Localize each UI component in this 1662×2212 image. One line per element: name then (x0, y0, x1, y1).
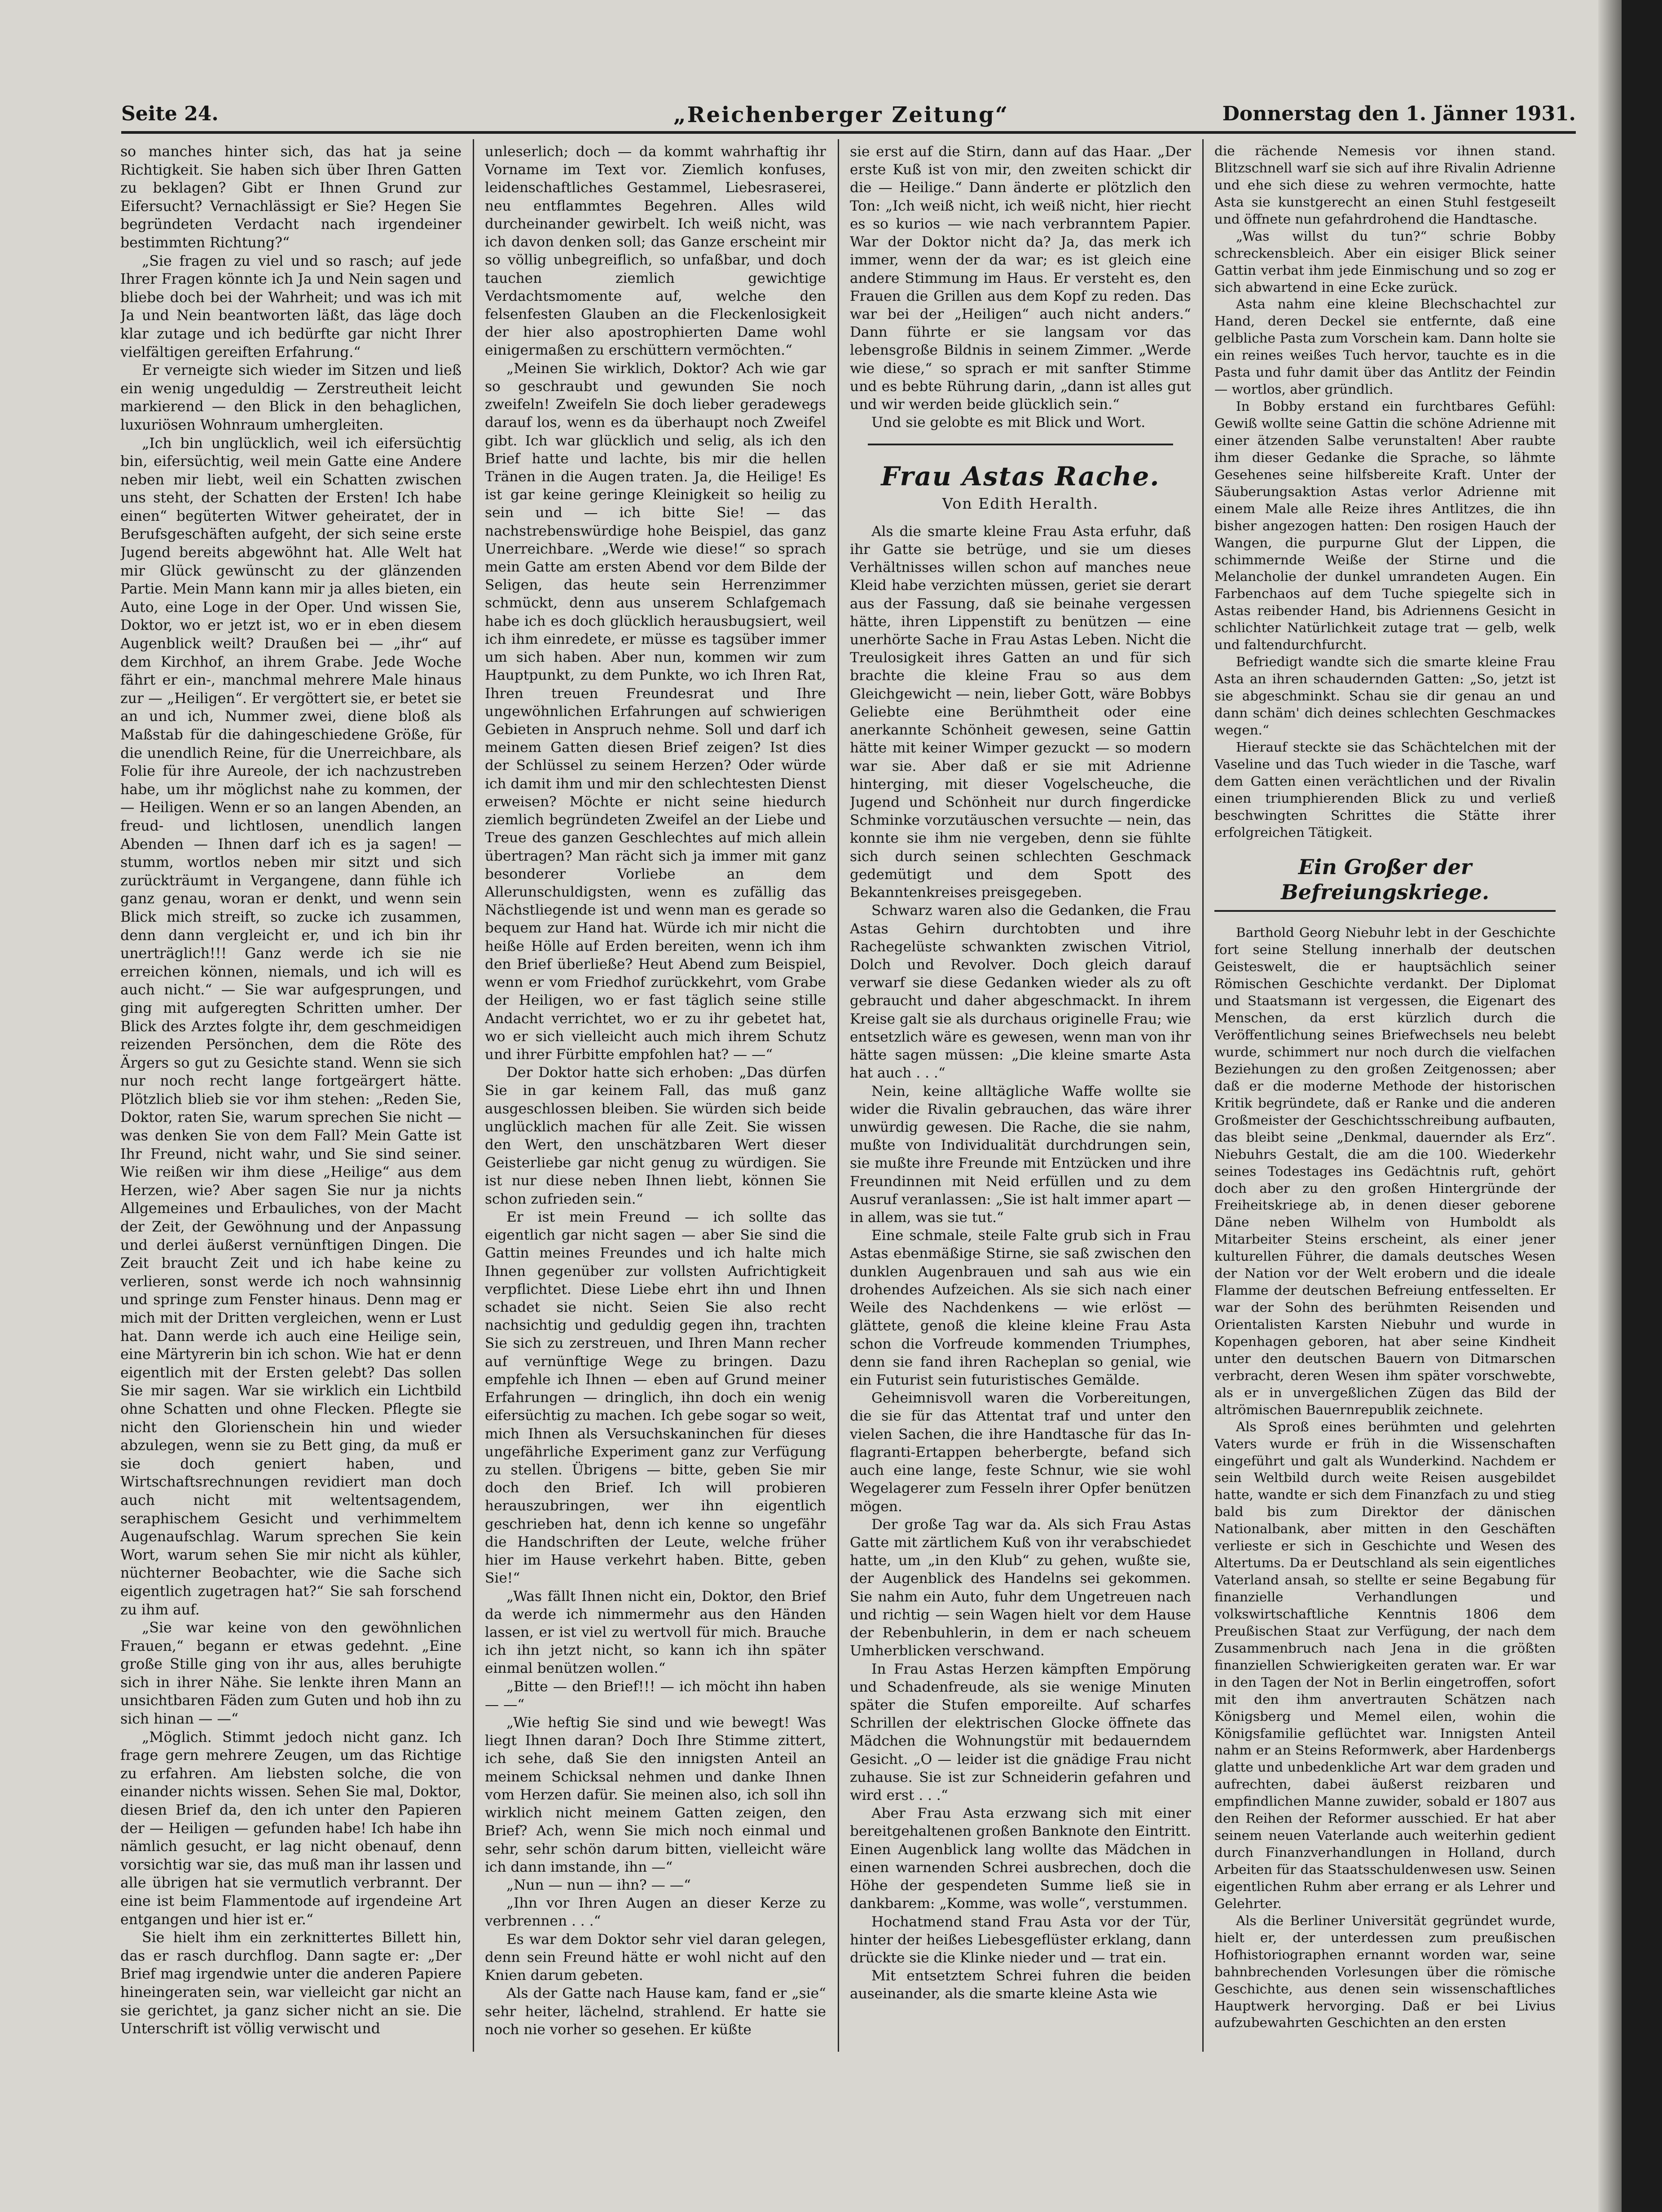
scan-edge-shadow (1598, 0, 1622, 2212)
column-rule (1202, 139, 1204, 2052)
paragraph: Der Doktor hatte sich erhoben: „Das dürfen Sie in gar keinem Fall, das muß ganz ausgeschlossen bleiben. Sie würden sich beide unglücklich machen für alle Zeit. Sie wissen den Wert, den unschätzbaren Wert dieser Geisterliebe gar nicht genug zu würdigen. Sie ist nur diese neben Ihnen liebt, können Sie schon zufrieden sein.“ (485, 1064, 826, 1207)
page-header (121, 102, 1576, 134)
paragraph: so manches hinter sich, das hat ja seine Richtigkeit. Sie haben sich über Ihren Gatten zu beklagen? Gibt er Ihnen Grund zur Eifersucht? Vernachlässigt er Sie? Hegen Sie begründeten Verdacht nach irgendeiner bestimmten Richtung?“ (120, 144, 462, 251)
paragraph: „Wie heftig Sie sind und wie bewegt! Was liegt Ihnen daran? Doch Ihre Stimme zittert, ich sehe, daß Sie den innigsten Anteil an meinem Schicksal nehmen und danke Ihnen vom Herzen dafür. Sie meinen also, ich soll ihn wirklich nicht meinem Gatten zeigen, den Brief? Ach, wenn Sie mich noch einmal und sehr, sehr schön darum bitten, vielleicht wäre ich dann imstande, ihn —“ (485, 1715, 826, 1875)
paragraph: „Was fällt Ihnen nicht ein, Doktor, den Brief da werde ich nimmermehr aus den Händen lassen, er ist viel zu wertvoll für mich. Brauche ich ihn jetzt nicht, so kann ich ihn später einmal benützen wollen.“ (485, 1588, 826, 1677)
paragraph: Als die Berliner Universität gegründet wurde, hielt er, der unterdessen zum preußischen Hofhistoriographen ernannt worden war, seine bahnbrechenden Vorlesungen über die römische Geschichte, aus denen sein wissenschaftliches Hauptwerk hervorging. Daß er bei Livius aufzubewahrten Geschichten an den ersten (1214, 1913, 1556, 2031)
paragraph: Als Sproß eines berühmten und gelehrten Vaters wurde er früh in die Wissenschaften eingeführt und galt als Wunderkind. Nachdem er sein Weltbild durch weite Reisen ausgebildet hatte, wandte er sich dem Finanzfach zu und stieg bald bis zum Direktor der dänischen Nationalbank, aber mitten in den Geschäften verlieste er sich in Geschichte und Wesen des Altertums. Da er Deutschland als sein eigentliches Vaterland ansah, so stellte er seine Begabung für finanzielle Verhandlungen und volkswirtschaftliche Kenntnis 1806 dem Preußischen Staat zur Verfügung, der nach dem Zusammenbruch nach Jena in die größten finanziellen Schwierigkeiten geraten war. Er war in den Tagen der Not in Berlin eingetroffen, sofort mit den ihm anvertrauten Schätzen nach Königsberg und Memel eilen, wohin die Königsfamilie geflüchtet war. Innigsten Anteil nahm er an Steins Reformwerk, aber Hardenbergs glatte und unbedenkliche Art war dem graden und aufrechten, dabei äußerst reizbaren und empfindlichen Manne zuwider, sobald er 1807 aus den Reihen der Reformer ausschied. Er hat aber seinem neuen Vaterlande auch weiterhin gedient durch Finanzverhandlungen in Holland, durch Arbeiten für das Staatsschuldenwesen usw. Seinen eigentlichen Ruhm aber errang er als Lehrer und Gelehrter. (1214, 1419, 1556, 1911)
column-2 (485, 143, 826, 2046)
column-rule (473, 139, 474, 2052)
paragraph: „Sie war keine von den gewöhnlichen Frauen,“ begann er etwas gedehnt. „Eine große Stille ging von ihr aus, alles beruhigte sich in ihrer Nähe. Sie lenkte ihren Mann an unsichtbaren Fäden zum Guten und hob ihn zu sich hinan — —“ (120, 1620, 462, 1728)
paragraph: sie erst auf die Stirn, dann auf das Haar. „Der erste Kuß ist von mir, den zweiten schickt dir die — Heilige.“ Dann änderte er plötzlich den Ton: „Ich weiß nicht, ich weiß nicht, hier riecht es so kurios — wie nach verbranntem Papier. War der Doktor nicht da? Ja, das merk ich immer, wenn der da war; es ist gleich eine andere Stimmung im Haus. Er versteht es, den Frauen die Grillen aus dem Kopf zu reden. Das war bei der „Heiligen“ auch nicht anders.“ Dann führte er sie langsam vor das lebensgroße Bildnis in seinem Zimmer. „Werde wie diese,“ so sprach er mit sanfter Stimme und es bebte Rührung darin, „dann ist alles gut und wir werden beide glücklich sein.“ (850, 144, 1191, 413)
paragraph: In Frau Astas Herzen kämpften Empörung und Schadenfreude, als sie wenige Minuten später die Stufen emporeilte. Auf scharfes Schrillen der elektrischen Glocke öffnete das Mädchen die Wohnungstür mit bedauerndem Gesicht. „O — leider ist die gnädige Frau nicht zuhause. Sie ist zur Schneiderin gefahren und wird erst . . .“ (850, 1661, 1191, 1804)
paragraph: unleserlich; doch — da kommt wahrhaftig ihr Vorname im Text vor. Ziemlich konfuses, leidenschaftliches Gestammel, Liebesraserei, neu entflammtes Begehren. Alles wild durcheinander gewirbelt. Ich weiß nicht, was ich davon denken soll; das Ganze erscheint mir so völlig unbegreiflich, so unfaßbar, und doch tauchen ziemlich gewichtige Verdachtsmomente auf, welche den felsenfesten Glauben an die Fleckenlosigkeit der hier also apostrophierten Dame wohl einigermaßen zu erschüttern vermöchten.“ (485, 144, 826, 359)
paragraph: Mit entsetztem Schrei fuhren die beiden auseinander, als die smarte kleine Asta wie (850, 1968, 1191, 2002)
paragraph: Hierauf steckte sie das Schächtelchen mit der Vaseline und das Tuch wieder in die Tasche, warf dem Gatten einen verächtlichen und der Rivalin einen triumphierenden Blick zu und verließ beschwingten Schrittes die Stätte ihrer erfolgreichen Tätigkeit. (1214, 739, 1556, 840)
paragraph: Asta nahm eine kleine Blechschachtel zur Hand, deren Deckel sie entfernte, daß eine gelbliche Pasta zum Vorschein kam. Dann holte sie ein reines weißes Tuch hervor, tauchte es in die Pasta und fuhr damit über das Antlitz der Feindin — wortlos, aber gründlich. (1214, 296, 1556, 397)
column-4 (1214, 143, 1556, 2046)
paragraph: In Bobby erstand ein furchtbares Gefühl: Gewiß wollte seine Gattin die schöne Adrienne mit einer ätzenden Salbe verunstalten! Aber raubte ihm dieser Gedanke die Sprache, so lähmte Gesehenes seine hilfsbereite Kraft. Unter der Säuberungsaktion Astas verlor Adrienne mit einem Male alle Reize ihres Antlitzes, die ihn bisher angezogen hatten: Den rosigen Hauch der Wangen, die purpurne Glut der Lippen, die schimmernde Weiße der Stirne und die Melancholie der dunkel umrandeten Augen. Ein Farbenchaos auf dem Tuche spiegelte sich in Astas reibender Hand, bis Adriennens Gesicht in schlichter Natürlichkeit zutage trat — gelb, welk und faltendurchfurcht. (1214, 399, 1556, 653)
paragraph: Es war dem Doktor sehr viel daran gelegen, denn sein Freund hätte er wohl nicht auf den Knien darum gebeten. (485, 1931, 826, 1984)
paragraph: Als der Gatte nach Hause kam, fand er „sie“ sehr heiter, lächelnd, strahlend. Er hatte sie noch nie vorher so gesehen. Er küßte (485, 1985, 826, 2038)
paragraph: Schwarz waren also die Gedanken, die Frau Astas Gehirn durchtobten und ihre Rachegelüste schwankten zwischen Vitriol, Dolch und Revolver. Doch gleich darauf verwarf sie diese Gedanken wieder als zu oft gebraucht und daher abgeschmackt. In ihrem Kreise galt sie als durchaus originelle Frau; wie entsetzlich wäre es gewesen, wenn man von ihr hätte sagen müssen: „Die kleine smarte Asta hat auch . . .“ (850, 902, 1191, 1082)
story-separator (868, 444, 1173, 445)
paragraph: Der große Tag war da. Als sich Frau Astas Gatte mit zärtlichem Kuß von ihr verabschiedet hatte, um „in den Klub“ zu gehen, wußte sie, der Augenblick des Handelns sei gekommen. Sie nahm ein Auto, fuhr dem Ungetreuen nach und richtig — sein Wagen hielt vor dem Hause der Rebenbuhlerin, in dem er nach scheuem Umherblicken verschwand. (850, 1516, 1191, 1659)
paragraph: „Sie fragen zu viel und so rasch; auf jede Ihrer Fragen könnte ich Ja und Nein sagen und bliebe doch bei der Wahrheit; und was ich mit Ja und Nein beantworten läßt, das läge doch klar zutage und ich bedürfte gar nicht Ihrer vielfältigen gereiften Erfahrung.“ (120, 253, 462, 361)
paragraph: „Meinen Sie wirklich, Doktor? Ach wie gar so geschraubt und gewunden Sie noch zweifeln! Zweifeln Sie doch lieber geradewegs darauf los, wenn es da überhaupt noch Zweifel gibt. Ich war glücklich und selig, als ich den Brief hatte und lachte, bis mir die hellen Tränen in die Augen traten. Ja, die Heilige! Es ist gar keine geringe Kleinigkeit so heilig zu sein und — ich bitte Sie! — das nachstrebenswürdige hohe Beispiel, das ganz Unerreichbare. „Werde wie diese!“ so sprach mein Gatte am ersten Abend vor dem Bilde der Seligen, das heute sein Herrenzimmer schmückt, denn aus unserem Schlafgemach habe ich es doch glücklich herausbugsiert, weil ich ihm einredete, er müsse es tagsüber immer um sich haben. Aber nun, kommen wir zum Hauptpunkt, zu dem Punkte, wo ich Ihren Rat, Ihren treuen Freundesrat und Ihre ungewöhnlichen Erfahrungen auf schwierigen Gebieten in Anspruch nehme. Soll und darf ich meinem Gatten diesen Brief zeigen? Ist dies der Schlüssel zu seinem Herzen? Oder würde ich damit ihm und mir den schlechtesten Dienst erweisen? Möchte er nicht seine hiedurch ziemlich begründeten Zweifel an der Liebe und Treue des ganzen Geschlechtes auf mich allein übertragen? Man rächt sich ja immer mit ganz besonderer Vorliebe an dem Allerunschuldigsten, wenn es zufällig das Nächstliegende ist und wenn man es gerade so bequem zur Hand hat. Würde ich mir nicht die heiße Hölle auf Erden bereiten, wenn ich ihm den Brief überließe? Heut Abend zum Beispiel, wenn er vom Friedhof zurückkehrt, vom Grabe der Heiligen, wo er fast täglich seine stille Andacht verrichtet, wo er zu ihr gebetet hat, wo er sich vielleicht auch mich ihrem Schutz und ihrer Fürbitte empfohlen hat? — —“ (485, 360, 826, 1063)
paragraph: „Ihn vor Ihren Augen an dieser Kerze zu verbrennen . . .“ (485, 1895, 826, 1930)
article-title: Ein Großer der Befreiungskriege. (1214, 850, 1556, 912)
column-rule (838, 139, 839, 2052)
paragraph: Befriedigt wandte sich die smarte kleine Frau Asta an ihren schaudernden Gatten: „So, jetzt ist sie abgeschminkt. Schau sie dir genau an und dann schäm' dich deines schlechten Geschmackes wegen.“ (1214, 654, 1556, 738)
paragraph: Als die smarte kleine Frau Asta erfuhr, daß ihr Gatte sie betrüge, und sie um dieses Verhältnisses willen schon auf manches neue Kleid habe verzichten müssen, geriet sie derart aus der Fassung, daß sie beinahe vergessen hätte, ihren Lippenstift zu benützen — eine unerhörte Sache in Frau Astas Leben. Nicht die Treulosigkeit ihres Gatten an und für sich brachte die kleine Frau so aus dem Gleichgewicht — nein, lieber Gott, wäre Bobbys Geliebte eine Berühmtheit oder eine anerkannte Schönheit gewesen, seine Gattin hätte mit keiner Wimper gezuckt — so modern war sie. Aber daß er sie mit Adrienne hinterging, mit dieser Vogelscheuche, die Jugend und Schönheit nur durch fingerdicke Schminke vorzutäuschen versuchte — nein, das konnte sie ihm nie vergeben, denn sie fühlte sich durch seinen schlechten Geschmack gedemütigt und dem Spott des Bekanntenkreises preisgegeben. (850, 523, 1191, 901)
newspaper-name: „Reichenberger Zeitung“ (673, 102, 1009, 128)
page-number: Seite 24. (121, 102, 219, 125)
header-rule (121, 131, 1576, 134)
paragraph: „Ich bin unglücklich, weil ich eifersüchtig bin, eifersüchtig, weil mein Gatte eine Andere neben mir liebt, weil ein Schatten zwischen uns steht, der Schatten der Ersten! Ich habe einen“ begüterten Witwer geheiratet, der in Berufsgeschäften aufgeht, der sich seine erste Jugend bereits abgewöhnt hat. Alle Welt hat mir Glück gewünscht zu der glänzenden Partie. Mein Mann kann mir ja alles bieten, ein Auto, eine Loge in der Oper. Und wissen Sie, Doktor, wo er jetzt ist, wo er in eben diesem Augenblick weilt? Draußen bei — „ihr“ auf dem Kirchhof, an ihrem Grabe. Jede Woche fährt er ein-, manchmal mehrere Male hinaus zur — „Heiligen“. Er vergöttert sie, er betet sie an und ich, Nummer zwei, diene bloß als Maßstab für die dahingeschiedene Größe, für die unendlich Reine, für die Unerreichbare, als Folie für ihre Aureole, der ich nachzustreben habe, um ihr möglichst nahe zu kommen, der — Heiligen. Wenn er so an langen Abenden, an freud- und lichtlosen, unendlich langen Abenden — Ihnen darf ich es ja sagen! — stumm, wortlos neben mir sitzt und sich zurückträumt in Vergangene, dann fühle ich ganz genau, woran er denkt, und wenn sein Blick mich streift, so zucke ich zusammen, denn dann vergleicht er, und ich bin ihr unerträglich!!! Ganz werde ich sie nie erreichen können, niemals, und ich will es auch nicht.“ — Sie war aufgesprungen, und ging mit aufgeregten Schritten umher. Der Blick des Arztes folgte ihr, dem geschmeidigen reizenden Persönchen, dem die Röte des Ärgers so gut zu Gesichte stand. Wenn sie sich nur noch recht lange fortgeärgert hätte. Plötzlich blieb sie vor ihm stehen: „Reden Sie, Doktor, raten Sie, warum sprechen Sie nicht — was denken Sie von dem Fall? Mein Gatte ist Ihr Freund, nicht wahr, und Sie sind seiner. Wie reißen wir ihm diese „Heilige“ aus dem Herzen, wie? Aber sagen Sie nur ja nichts Allgemeines und Erbauliches, von der Macht der Zeit, der Gewöhnung und der Anpassung und derlei äußerst vernünftigen Dingen. Die Zeit braucht Zeit und ich habe keine zu verlieren, sonst werde ich noch wahnsinnig und springe zum Fenster hinaus. Denn mag er mich mit der Dritten vergleichen, wenn er Lust hat. Dann werde ich auch eine Heilige sein, eine Märtyrerin bin ich schon. Wie hat er denn eigentlich mit der Ersten gelebt? Das sollen Sie mir sagen. War sie wirklich ein Lichtbild ohne Schatten und ohne Flecken. Pflegte sie nicht den Glorienschein hin und wieder abzulegen, wenn sie zu Bett ging, da muß er sie doch geniert haben, und Wirtschaftsrechnungen revidiert man doch auch nicht mit weltentsagendem, seraphischem Gesicht und verhimmeltem Augenaufschlag. Warum sprechen Sie kein Wort, warum sehen Sie mir nicht als kühler, nüchterner Beobachter, wie die Sache sich eigentlich zugetragen hat?“ Sie sah forschend zu ihm auf. (120, 435, 462, 1618)
story-byline: Von Edith Heralth. (942, 494, 1099, 512)
paragraph: Er verneigte sich wieder im Sitzen und ließ ein wenig ungeduldig — Zerstreutheit leicht markierend — den Blick in den behaglichen, luxuriösen Wohnraum umhergleiten. (120, 362, 462, 433)
paragraph: die rächende Nemesis vor ihnen stand. Blitzschnell warf sie sich auf ihre Rivalin Adrienne und ehe sich diese zu wehren vermochte, hatte Asta sie kunstgerecht an einen Stuhl festgeseilt und öffnete nun gefahrdrohend die Handtasche. (1214, 143, 1556, 227)
paragraph: Geheimnisvoll waren die Vorbereitungen, die sie für das Attentat traf und unter den vielen Sachen, die ihre Handtasche für das In-flagranti-Ertappen beherbergte, befand sich auch eine lange, feste Schnur, wie sie wohl Wegelagerer zum Fesseln ihrer Opfer benützen mögen. (850, 1390, 1191, 1515)
paragraph: Nein, keine alltägliche Waffe wollte sie wider die Rivalin gebrauchen, das wäre ihrer unwürdig gewesen. Die Rache, die sie nahm, mußte von Individualität durchdrungen sein, sie mußte ihre Freunde mit Entzücken und ihre Freundinnen mit Neid erfüllen und zu dem Ausruf veranlassen: „Sie ist halt immer apart — in allem, was sie tut.“ (850, 1083, 1191, 1226)
paragraph: Und sie gelobte es mit Blick und Wort. (871, 414, 1146, 431)
paragraph: Barthold Georg Niebuhr lebt in der Geschichte fort seine Stellung innerhalb der deutschen Geisteswelt, die er hauptsächlich seiner Römischen Geschichte verdankt. Der Diplomat und Staatsmann ist vergessen, die Eigenart des Menschen, da erst kürzlich durch die Veröffentlichung seines Briefwechsels neu belebt wurde, schimmert nur noch durch die vielfachen Beziehungen zu den großen Zeitgenossen; aber daß er die moderne Methode der historischen Kritik begründete, daß er Ranke und die anderen Großmeister der Geschichtsschreibung aufbauten, das bleibt seine „Denkmal, dauernder als Erz“. Niebuhrs Gestalt, die am die 100. Wiederkehr seines Todestages ins Gedächtnis ruft, gehört doch aber zu den großen Hintergründe der Freiheitskriege ab, in denen dieser geborene Däne neben Wilhelm von Humboldt als Mitarbeiter Steins erscheint, als einer jener kulturellen Führer, die damals deutsches Wesen der Nation vor der Welt erobern und die ideale Flamme der deutschen Befreiung entfesselten. Er war der Sohn des berühmten Reisenden und Orientalisten Karsten Niebuhr und wurde in Kopenhagen geboren, hat aber seine Kindheit unter den deutschen Bauern von Ditmarschen verbracht, deren Wesen ihm später vorschwebte, als er in unvergeßlichen Zügen das Bild der altrömischen Bauernrepublik zeichnete. (1214, 925, 1556, 1417)
scan-border (1622, 0, 1662, 2212)
column-3 (850, 143, 1191, 2046)
paragraph: „Was willst du tun?“ schrie Bobby schreckensbleich. Aber ein eisiger Blick seiner Gattin verbat ihm jede Einmischung und so zog er sich abwartend in eine Ecke zurück. (1214, 228, 1556, 295)
paragraph: „Bitte — den Brief!!! — ich möcht ihn haben — —“ (485, 1678, 826, 1713)
column-1 (120, 143, 462, 2046)
paragraph: „Nun — nun — ihn? — —“ (506, 1877, 691, 1893)
paragraph: Eine schmale, steile Falte grub sich in Frau Astas ebenmäßige Stirne, sie saß zwischen den dunklen Augenbrauen und sah aus wie ein drohendes Aufzeichen. Als sie sich nach einer Weile des Nachdenkens — wie erlöst — glättete, genoß die kleine kleine Frau Asta schon die Vorfreude kommenden Triumphes, denn sie fand ihren Racheplan so genial, wie ein Futurist sein futuristisches Gemälde. (850, 1227, 1191, 1388)
paragraph: Er ist mein Freund — ich sollte das eigentlich gar nicht sagen — aber Sie sind die Gattin meines Freundes und ich halte mich Ihnen gegenüber zur vollsten Aufrichtigkeit verpflichtet. Diese Liebe ehrt ihn und Ihnen schadet sie nicht. Seien Sie also recht nachsichtig und geduldig gegen ihn, trachten Sie sich zu zerstreuen, und Ihren Mann recher auf vernünftige Wege zu bringen. Dazu empfehle ich Ihnen — eben auf Grund meiner Erfahrungen — dringlich, ihn doch ein wenig eifersüchtig zu machen. Ich gebe sogar so weit, mich Ihnen als Versuchskaninchen für dieses ungefährliche Experiment ganz zur Verfügung zu stellen. Übrigens — bitte, geben Sie mir doch den Brief. Ich will probieren herauszubringen, wer ihn eigentlich geschrieben hat, denn ich kenne so ungefähr die Handschriften der Leute, welche früher hier im Hause verkehrt haben. Bitte, geben Sie!“ (485, 1209, 826, 1587)
paragraph: Aber Frau Asta erzwang sich mit einer bereitgehaltenen großen Banknote den Eintritt. Einen Augenblick lang wollte das Mädchen in einen warnenden Schrei ausbrechen, doch die Höhe der gespendeten Summe ließ sie in dankbarem: „Komme, was wolle“, verstummen. (850, 1805, 1191, 1912)
paragraph: „Möglich. Stimmt jedoch nicht ganz. Ich frage gern mehrere Zeugen, um das Richtige zu erfahren. Am liebsten solche, die von einander nichts wissen. Sehen Sie mal, Doktor, diesen Brief da, den ich unter den Papieren der — Heiligen — gefunden habe! Ich habe ihn nämlich gesucht, er lag nicht obenauf, denn vorsichtig war sie, das muß man ihr lassen und alle übrigen hat sie vermutlich verbrannt. Der eine ist beim Flammentode auf irgendeine Art entgangen und hier ist er.“ (120, 1729, 462, 1928)
paragraph: Hochatmend stand Frau Asta vor der Tür, hinter der heißes Liebesgeflüster erklang, dann drückte sie die Klinke nieder und — trat ein. (850, 1913, 1191, 1966)
issue-date: Donnerstag den 1. Jänner 1931. (1222, 102, 1576, 125)
paragraph: Sie hielt ihm ein zerknittertes Billett hin, das er rasch durchflog. Dann sagte er: „Der Brief mag irgendwie unter die anderen Papiere hineingeraten sein, war vielleicht gar nicht an sie gerichtet, ja ganz sicher nicht an sie. Die Unterschrift ist völlig verwischt und (120, 1930, 462, 2037)
story-title: Frau Astas Rache. (881, 461, 1160, 492)
